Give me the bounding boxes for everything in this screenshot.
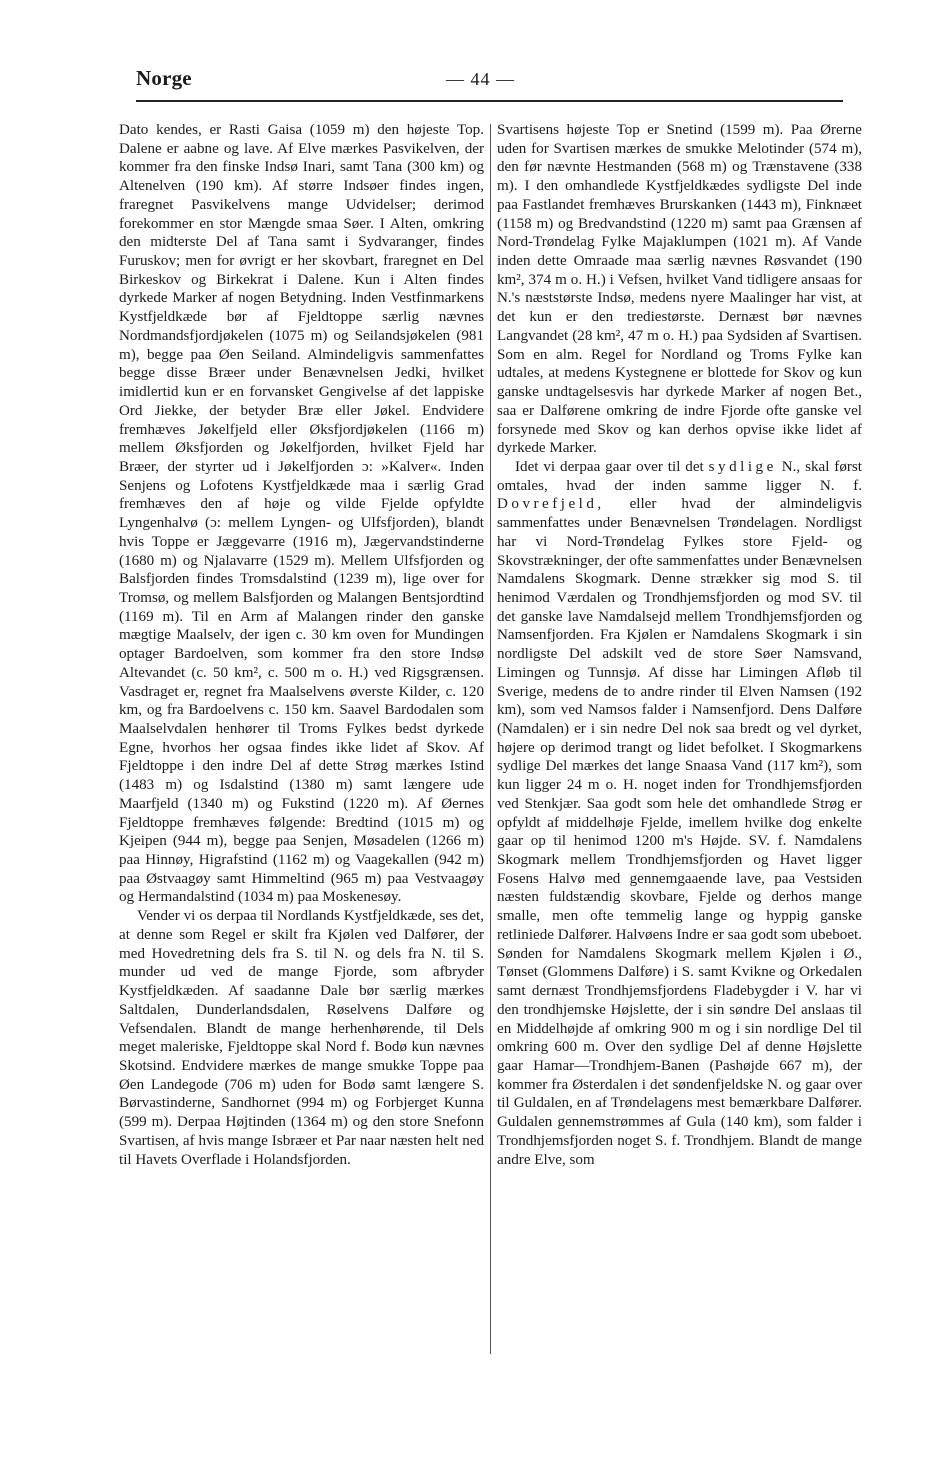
spaced-emphasis: Dovrefjeld, xyxy=(497,496,605,513)
paragraph xyxy=(497,458,862,1169)
text-run: N., skal først omtales, hvad der inden samme ligger N. f. xyxy=(497,458,862,494)
page-title: Norge xyxy=(136,66,192,90)
header-rule xyxy=(136,100,843,102)
page-number: — 44 — xyxy=(446,69,515,89)
text-run: Idet vi derpaa gaar over til det xyxy=(515,458,704,475)
left-column xyxy=(119,121,484,1169)
running-head xyxy=(136,66,844,100)
right-column xyxy=(497,121,862,1169)
paragraph: Svartisens højeste Top er Snetind (1599 m). Paa Ørerne uden for Svartisen mærkes de smukke Melotinder (574 m), den før nævnte Hestmanden (568 m) og Trænstavene (338 m). I den omhandlede Kystfjeldkædes sydligste Del inde paa Fastlandet fremhæves Brurskanken (1443 m), Finknæet (1158 m) og Bredvandstind (1220 m) samt paa Grænsen af Nord-Trøndelag Fylke Majaklumpen (1021 m). Af Vande inden dette Omraade maa særlig nævnes Røsvandet (190 km², 374 m o. H.) i Vefsen, hvilket Vand tidligere ansaas for N.'s næststørste Indsø, medens nyere Maalinger har vist, at det kun er den trediestørste. Dernæst bør nævnes Langvandet (28 km², 47 m o. H.) paa Sydsiden af Svartisen. Som en alm. Regel for Nordland og Troms Fylke kan udtales, at medens Kystegnene er blottede for Skov og kun ganske undtagelsesvis har dyrkede Marker af nogen Bet., saa er Dalførene omkring de indre Fjorde ofte ganske vel forsynede med Skov og kan derhos opvise ikke lidet af dyrkede Marker. xyxy=(497,122,862,457)
paragraph: Dato kendes, er Rasti Gaisa (1059 m) den højeste Top. Dalene er aabne og lave. Af Elve mærkes Pasvikelven, der kommer fra den finske Indsø Inari, samt Tana (300 km) og Altenelven (190 km). Af større Indsøer findes ingen, fraregnet Pasvikelvens mange Udvidelser; derimod forekommer en stor Mængde smaa Søer. I Alten, omkring den midterste Del af Tana samt i Sydvaranger, findes Furuskov; men for øvrigt er her skovbart, fraregnet en Del Birkeskov og Birkekrat i Dalene. Kun i Alten findes dyrkede Marker af nogen Betydning. Inden Vestfinmarkens Kystfjeldkæde bør af Fjeldtoppe særlig nævnes Nordmandsfjordjøkelen (1075 m) og Seilandsjøkelen (981 m), begge paa Øen Seiland. Almindeligvis sammenfattes begge disse Bræer under Benævnelsen Jedki, hvilket imidlertid kun er en forvansket Gengivelse af det lappiske Ord Jiekke, der betyder Bræ eller Jøkel. Endvidere fremhæves Jøkelfjeld eller Øksfjordjøkelen (1166 m) mellem Øksfjorden og Jøkelfjorden, hvilket Fjeld har Bræer, der styrter ud i Jøkelfjorden ɔ: »Kalver«. Inden Senjens og Lofotens Kystfjeldkæde maa i særlig Grad fremhæves den af høje og vilde Fjelde opfyldte Lyngenhalvø (ɔ: mellem Lyngen- og Ulfsfjorden), blandt hvis Toppe er Jæggevarre (1916 m), Jægervandstinderne (1680 m) og Njalavarre (1529 m). Mellem Ulfsfjorden og Balsfjorden findes Tromsdalstind (1239 m), lige over for Tromsø, og mellem Balsfjorden og Malangen Bentsjordtind (1169 m). Til en Arm af Malangen rinder den ganske mægtige Maalselv, der igen c. 30 km oven for Mundingen optager Bardoelven, som kommer fra den store Indsø Altevandet (c. 50 km², c. 500 m o. H.) ved Rigsgrænsen. Vasdraget er, regnet fra Maalselvens øverste Kilder, c. 120 km, og fra Bardoelvens c. 150 km. Saavel Bardodalen som Maalselvdalen henhører til Troms Fylkes bedst dyrkede Egne, hvorhos her ogsaa findes ikke lidet af Skov. Af Fjeldtoppe i den indre Del af dette Strøg mærkes Istind (1483 m) og Isdalstind (1380 m) samt længere ude Maarfjeld (1340 m) og Fukstind (1220 m). Af Øernes Fjeldtoppe fremhæves følgende: Bredtind (1015 m) og Kjeipen (944 m), begge paa Senjen, Møsadelen (1266 m) paa Hinnøy, Higrafstind (1162 m) og Vaagekallen (942 m) paa Østvaagøy samt Himmeltind (965 m) paa Vestvaagøy og Hermandalstind (1034 m) paa Moskenesøy. xyxy=(119,122,484,906)
spaced-emphasis: sydlige xyxy=(708,458,777,475)
column-divider xyxy=(490,124,491,1354)
text-run: eller hvad der almindeligvis sammenfattes under Benævnelsen Trøndelagen. Nordligst har vi Nord-Trøndelag Fylkes store Fjeld- og Skovstrækninger, der ofte sammenfattes under Benævnelsen Namdalens Skogmark. Denne strækker sig mod S. til henimod Værdalen og Trondhjemsfjorden og mod SV. til det ganske lave Namdalsejd mellem Trondhjemsfjorden og Namsenfjorden. Fra Kjølen er Namdalens Skogmark i sin nordligste Del adskilt ved de store Søer Namsvand, Limingen og Tunnsjø. Af disse har Limingen Afløb til Sverige, medens de to andre rinder til Elven Namsen (192 km), som ved Namsos falder i Namsenfjord. Dens Dalføre (Namdalen) er i sin nedre Del nok saa bredt og vel dyrket, højere op derimod trangt og lidet befolket. I Skogmarkens sydlige Del mærkes det lange Snaasa Vand (117 km²), som kun ligger 24 m o. H. noget inden for Trondhjemsfjorden ved Stenkjær. Saa godt som hele det omhandlede Strøg er opfyldt af middelhøje Fjelde, imellem hvilke dog enkelte gaar op til henimod 1200 m's Højde. SV. f. Namdalens Skogmark mellem Trondhjemsfjorden og Havet ligger Fosens Halvø med gennemgaaende lave, paa Vestsiden næsten fuldstændig skovbare, Fjelde og derhos mange smalle, men ofte temmelig lange og hyppig ganske retliniede Dalfører. Halvøens Indre er saa godt som ubeboet. Sønden for Namdalens Skogmark mellem Kjølen i Ø., Tønset (Glommens Dalføre) i S. samt Kvikne og Orkedalen samt dernæst Trondhjemsfjordens Fladebygder i V. har vi den trondhjemske Højslette, der i sin søndre Del anslaas til en Middelhøjde af omkring 900 m og i sin nordlige Del til omkring 600 m. Over den sydlige Del af denne Højslette gaar Hamar—Trondhjem-Banen (Pashøjde 667 m), der kommer fra Østerdalen i det søndenfjeldske N. og gaar over til Guldalen, en af Trøndelagens mest bemærkbare Dalfører. Guldalen gennemstrømmes af Gula (140 km), som falder i Trondhjemsfjorden noget S. f. Trondhjem. Blandt de mange andre Elve, som xyxy=(497,496,862,1168)
paragraph: Vender vi os derpaa til Nordlands Kystfjeldkæde, ses det, at denne som Regel er skilt fra Kjølen ved Dalfører, der med Hovedretning dels fra S. til N. og dels fra N. til S. munder ud ved de mange Fjorde, som afbryder Kystfjeldkæden. Af saadanne Dale bør særlig mærkes Saltdalen, Dunderlandsdalen, Røselvens Dalføre og Vefsendalen. Blandt de mange herhenhørende, til Dels meget maleriske, Fjeldtoppe skal Nord f. Bodø kun nævnes Skotsind. Endvidere mærkes de mange smukke Toppe paa Øen Landegode (706 m) uden for Bodø samt længere S. Børvastinderne, Sandhornet (994 m) og Forbjerget Kunna (599 m). Derpaa Højtinden (1364 m) og den store Snefonn Svartisen, af hvis mange Isbræer et Par naar næsten helt ned til Havets Overflade i Holandsfjorden. xyxy=(119,908,484,1168)
